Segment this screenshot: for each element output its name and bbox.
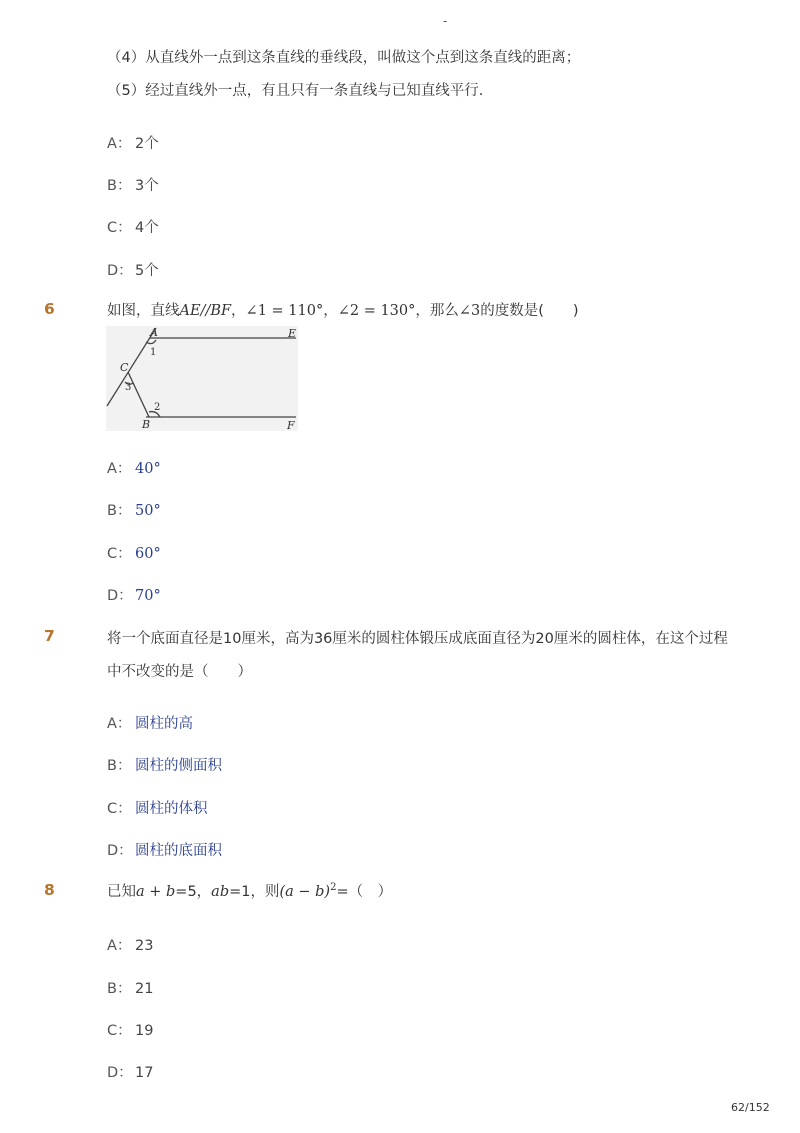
option-value: 23 (135, 938, 154, 954)
option-letter: B： (107, 981, 132, 997)
option-letter: D： (107, 588, 133, 604)
q8-math-ab: ab (211, 884, 230, 900)
q6-option-c[interactable] (107, 542, 161, 563)
statement-4: （4）从直线外一点到这条直线的垂线段，叫做这个点到这条直线的距离； (107, 50, 581, 66)
option-value: 4个 (135, 220, 159, 236)
label-angle-3: 3 (125, 382, 132, 393)
q6-text-prefix: 如图，直线 (107, 303, 180, 319)
option-value: 3个 (135, 178, 159, 194)
question-8-text (107, 880, 392, 901)
option-letter: D： (107, 263, 133, 279)
label-e: E (288, 327, 297, 340)
q7-option-a[interactable] (107, 712, 193, 733)
option-value: 圆柱的底面积 (135, 843, 222, 859)
option-value: 19 (135, 1023, 154, 1039)
q6-math-angle1: ∠1 = 110° (245, 303, 324, 319)
q8-math-exponent: 2 (330, 882, 337, 894)
question-7-line2: 中不改变的是（ ） (107, 664, 252, 680)
option-letter: D： (107, 1065, 133, 1081)
q6-option-b[interactable] (107, 499, 161, 520)
q6-option-a[interactable] (107, 457, 161, 478)
option-letter: B： (107, 758, 132, 774)
option-value: 2个 (135, 136, 159, 152)
option-letter: B： (107, 503, 132, 519)
q6-text-mid1: ， (231, 303, 246, 319)
q8-math-a-minus-b: (a − b) (279, 884, 331, 900)
option-value: 17 (135, 1065, 154, 1081)
label-f: F (287, 419, 295, 431)
option-value: 50° (135, 503, 161, 519)
prev-option-a[interactable] (107, 132, 159, 153)
option-value: 21 (135, 981, 154, 997)
parallel-lines-diagram (106, 326, 298, 431)
q8-option-b[interactable] (107, 977, 153, 998)
q8-text-mid2: =1，则 (229, 884, 280, 900)
label-angle-1: 1 (150, 347, 157, 358)
option-letter: A： (107, 938, 132, 954)
q8-option-a[interactable] (107, 934, 153, 955)
q6-text-suffix: 的度数是( ) (480, 303, 579, 319)
option-value: 60° (135, 546, 161, 562)
option-letter: C： (107, 1023, 132, 1039)
option-letter: D： (107, 843, 133, 859)
q7-option-c[interactable] (107, 797, 208, 818)
option-letter: B： (107, 178, 132, 194)
option-value: 40° (135, 461, 161, 477)
label-c: C (120, 361, 129, 374)
question-6-text (107, 299, 579, 320)
q7-option-d[interactable] (107, 839, 222, 860)
option-value: 圆柱的体积 (135, 801, 208, 817)
question-number-8: 8 (44, 881, 55, 899)
q6-option-d[interactable] (107, 584, 161, 605)
prev-option-b[interactable] (107, 174, 159, 195)
q7-option-b[interactable] (107, 754, 222, 775)
q8-option-d[interactable] (107, 1061, 153, 1082)
option-letter: C： (107, 220, 132, 236)
question-number-7: 7 (44, 627, 55, 645)
q6-text-mid2: ， (323, 303, 338, 319)
option-letter: A： (107, 461, 132, 477)
geometry-figure (106, 326, 298, 431)
prev-option-c[interactable] (107, 216, 159, 237)
option-letter: A： (107, 716, 132, 732)
option-letter: C： (107, 546, 132, 562)
transversal-a (107, 328, 156, 406)
question-number-6: 6 (44, 300, 55, 318)
label-b: B (142, 418, 151, 431)
q8-option-c[interactable] (107, 1019, 153, 1040)
q8-text-prefix: 已知 (107, 884, 136, 900)
option-letter: A： (107, 136, 132, 152)
label-a: A (150, 326, 158, 339)
option-value: 5个 (135, 263, 159, 279)
top-mark: - (443, 14, 448, 28)
prev-option-d[interactable] (107, 259, 159, 280)
q6-math-angle2: ∠2 = 130° (337, 303, 416, 319)
page-number: 62/152 (731, 1101, 770, 1114)
q6-text-mid3: ，那么 (415, 303, 459, 319)
option-value: 圆柱的高 (135, 716, 193, 732)
option-value: 圆柱的侧面积 (135, 758, 222, 774)
label-angle-2: 2 (154, 402, 161, 413)
option-letter: C： (107, 801, 132, 817)
option-value: 70° (135, 588, 161, 604)
q8-text-mid1: =5， (175, 884, 212, 900)
q8-math-a-plus-b: a + b (136, 884, 176, 900)
q6-math-ae-bf: AE//BF (179, 303, 232, 319)
question-7-line1: 将一个底面直径是10厘米，高为36厘米的圆柱体锻压成底面直径为20厘米的圆柱体，在这个过程 (107, 631, 728, 647)
q6-math-angle3: ∠3 (458, 303, 481, 319)
statement-5: （5）经过直线外一点，有且只有一条直线与已知直线平行． (107, 83, 494, 99)
segment-cb (128, 372, 149, 417)
q8-text-suffix: =（ ） (336, 884, 393, 900)
